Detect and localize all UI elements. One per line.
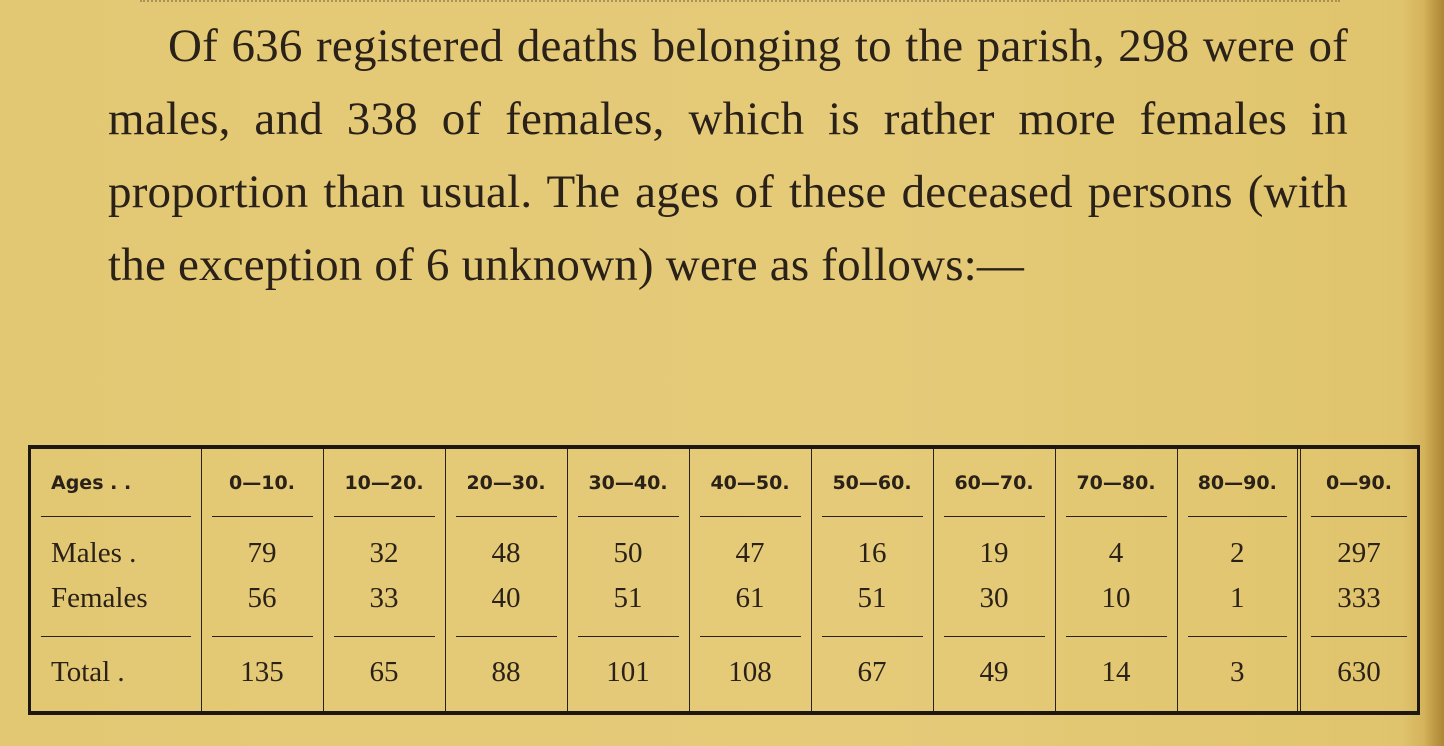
header-col: 0—10. (201, 449, 323, 517)
table-cell-total: 297 (1299, 517, 1417, 576)
table-cell: 51 (811, 576, 933, 635)
table-cell: 1 (1177, 576, 1299, 635)
table-cell-total: 630 (1299, 635, 1417, 711)
row-label: Total . (31, 635, 201, 711)
table-cell: 2 (1177, 517, 1299, 576)
table-cell: 19 (933, 517, 1055, 576)
table-cell: 88 (445, 635, 567, 711)
header-col: 70—80. (1055, 449, 1177, 517)
table-cell: 67 (811, 635, 933, 711)
table-cell: 30 (933, 576, 1055, 635)
table-row-males (31, 517, 1417, 576)
table-cell: 56 (201, 576, 323, 635)
table-cell: 50 (567, 517, 689, 576)
row-label: Females (31, 576, 201, 635)
row-label: Males . (31, 517, 201, 576)
header-col-total: 0—90. (1299, 449, 1417, 517)
table-cell: 101 (567, 635, 689, 711)
header-label: Ages . . (31, 449, 201, 517)
table-cell: 3 (1177, 635, 1299, 711)
table-cell: 51 (567, 576, 689, 635)
table-cell: 32 (323, 517, 445, 576)
header-col: 60—70. (933, 449, 1055, 517)
paragraph-text (108, 10, 1348, 302)
header-col: 10—20. (323, 449, 445, 517)
table-cell: 4 (1055, 517, 1177, 576)
table-cell: 61 (689, 576, 811, 635)
table-cell: 49 (933, 635, 1055, 711)
header-col: 30—40. (567, 449, 689, 517)
header-col: 50—60. (811, 449, 933, 517)
table-cell: 14 (1055, 635, 1177, 711)
table-cell: 10 (1055, 576, 1177, 635)
header-col: 80—90. (1177, 449, 1299, 517)
table-cell: 33 (323, 576, 445, 635)
table-header-row (31, 449, 1417, 517)
table-cell: 79 (201, 517, 323, 576)
table-cell: 65 (323, 635, 445, 711)
table-cell: 48 (445, 517, 567, 576)
table-cell: 40 (445, 576, 567, 635)
table-cell: 16 (811, 517, 933, 576)
page-edge-shadow (1424, 0, 1444, 746)
table-cell: 135 (201, 635, 323, 711)
table-cell: 108 (689, 635, 811, 711)
header-col: 20—30. (445, 449, 567, 517)
table-row-total (31, 635, 1417, 711)
cut-off-previous-line (140, 0, 1340, 8)
table-cell-total: 333 (1299, 576, 1417, 635)
deaths-by-age-table (28, 445, 1420, 715)
header-col: 40—50. (689, 449, 811, 517)
table-cell: 47 (689, 517, 811, 576)
table-row-females (31, 576, 1417, 635)
paragraph-body: Of 636 registered deaths belonging to the parish, 298 were of males, and 338 of females, which is rather more females in proportion than usual. The ages of these deceased persons (with the exception of 6 unknown) were as follows:— (108, 20, 1348, 291)
